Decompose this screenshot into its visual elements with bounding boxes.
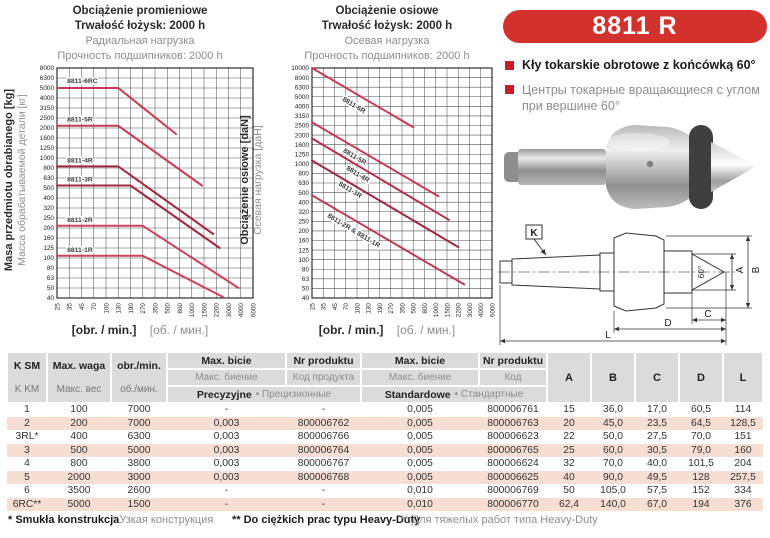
col-header-dim-a: A [547, 352, 591, 403]
table-cell: 27,5 [646, 431, 668, 442]
table-row [7, 417, 763, 431]
table-cell: 100 [70, 404, 88, 415]
table-cell: 400 [70, 431, 88, 442]
table-cell: 2000 [67, 471, 91, 483]
table-cell: 800006768 [297, 471, 350, 483]
chart-title-ru: Прочность подшипников: 2000 h [304, 50, 470, 62]
table-cell: 114 [734, 404, 752, 415]
y-tick-label: 125 [298, 247, 309, 255]
ylabel-pl: Masa przedmiotu obrabianego [kg] [3, 88, 15, 272]
bullet-square-icon [505, 85, 514, 94]
dim-c-label: C [704, 309, 712, 320]
table-cell: 800006763 [487, 417, 539, 429]
table-body [7, 403, 763, 511]
y-tick-label: 5000 [39, 85, 54, 93]
technical-drawing [496, 224, 766, 350]
y-tick-label: 200 [298, 228, 309, 236]
photo-front-ring [689, 125, 713, 209]
x-tick-label: 4000 [238, 303, 246, 318]
table-cell: 22 [563, 431, 575, 442]
ylabel-ru: Осевая нагрузка [даН] [252, 125, 264, 235]
x-tick-label: 4000 [478, 303, 486, 318]
chart-series-label: 8811-4R [344, 165, 371, 185]
table-cell: 6300 [127, 431, 151, 442]
table-cell: 6 [24, 485, 30, 496]
photo-highlight [606, 133, 670, 151]
bullet-item-pl [505, 58, 756, 73]
table-row [7, 444, 763, 458]
table-cell: 376 [734, 498, 752, 510]
x-tick-label: 100 [103, 303, 111, 314]
dim-b-label: B [751, 266, 762, 274]
x-tick-label: 270 [140, 303, 148, 314]
table-cell: 140,0 [600, 498, 626, 510]
chart-title: Trwałość łożysk: 2000 h [74, 20, 206, 32]
x-tick-label: 35 [320, 303, 328, 311]
table-cell: 128 [692, 471, 710, 483]
y-tick-label: 100 [43, 255, 54, 263]
chart-series-label: 8811-6RC [67, 78, 98, 86]
col-header-product-no-standard-pl: Nr produktu [479, 352, 547, 369]
y-tick-label: 50 [46, 285, 54, 293]
y-tick-label: 40 [301, 295, 309, 303]
y-tick-label: 250 [298, 218, 309, 226]
table-cell: 0,003 [213, 431, 240, 442]
footnote-heavyduty-ru: ** Для тяжелых работ типа Heavy-Duty [400, 514, 598, 526]
table-cell: 5 [24, 471, 30, 483]
table-cell: 334 [734, 485, 752, 496]
y-tick-label: 800 [298, 170, 309, 178]
table-cell: 800006766 [297, 431, 350, 442]
table-cell: 49,5 [646, 471, 668, 483]
table-cell: 0,003 [213, 444, 240, 456]
table-cell: 2 [24, 417, 30, 429]
y-tick-label: 2000 [39, 125, 54, 133]
photo-logo-dot [647, 161, 653, 167]
table-cell: 15 [563, 404, 575, 415]
table-cell: 30,5 [646, 444, 668, 456]
table-cell: 0,005 [407, 458, 433, 469]
table-cell: 40,0 [646, 458, 668, 469]
chart-title: Obciążenie promieniowe [72, 5, 208, 17]
chart-series-label: 8811-6R [340, 96, 367, 116]
chart-title-ru: Осевая нагрузка [344, 35, 430, 47]
table-cell: 57,5 [646, 485, 668, 496]
x-tick-label: 70 [91, 303, 99, 311]
table-cell: 800006767 [297, 458, 350, 469]
x-tick-label: 190 [127, 303, 135, 314]
product-photo [498, 116, 762, 220]
y-tick-label: 63 [301, 276, 309, 284]
y-tick-label: 160 [43, 235, 54, 243]
chart-series-label: 8811-2R [67, 216, 93, 224]
y-tick-label: 400 [43, 195, 54, 203]
table-cell: 152 [692, 485, 710, 496]
y-tick-label: 1600 [294, 141, 309, 149]
x-tick-label: 3000 [466, 303, 474, 318]
table-cell: 79,0 [690, 444, 712, 456]
x-tick-label: 6000 [250, 303, 257, 318]
chart-series-line [312, 195, 464, 284]
table-cell: 50,0 [602, 431, 624, 442]
table-cell: 5000 [127, 444, 151, 456]
table-cell: 3500 [67, 485, 91, 496]
chart-series-label: 8811-3R [337, 180, 363, 200]
xcaption-pl: [obr. / min.] [71, 323, 137, 337]
radial-load-chart [23, 64, 257, 352]
x-tick-label: 800 [421, 303, 429, 314]
table-cell: 0,005 [407, 431, 433, 442]
y-tick-label: 8000 [39, 65, 54, 73]
y-tick-label: 125 [43, 245, 54, 253]
table-cell: 70,0 [602, 458, 624, 469]
table-cell: 6RC** [12, 498, 42, 510]
y-tick-label: 4000 [294, 103, 309, 111]
x-tick-label: 35 [66, 303, 74, 311]
table-cell: 0,010 [407, 485, 433, 496]
table-cell: 151 [734, 431, 752, 442]
y-tick-label: 1000 [39, 155, 54, 163]
bullet-square-icon [505, 61, 514, 70]
y-tick-label: 1250 [294, 151, 309, 159]
y-tick-label: 3150 [39, 105, 54, 113]
table-cell: 800006769 [487, 485, 539, 496]
footnote-heavyduty-pl: ** Do ciężkich prac typu Heavy-Duty [232, 514, 421, 526]
table-cell: 257,5 [730, 471, 756, 483]
table-cell: 800006623 [487, 431, 539, 442]
y-tick-label: 250 [43, 215, 54, 223]
table-cell: 1500 [127, 498, 151, 510]
table-cell: 3 [24, 444, 30, 456]
x-tick-label: 190 [376, 303, 384, 314]
col-header-runout-precision-ru: Макс. биение [167, 369, 286, 386]
table-cell: 7000 [127, 404, 151, 415]
chart-series-line [312, 122, 438, 196]
axial-load-chart [278, 64, 496, 352]
xcaption-pl: [obr. / min.] [318, 323, 384, 337]
table-cell: 23,5 [646, 417, 668, 429]
col-header-product-no-standard-ru: Код [479, 369, 547, 386]
col-header-product-no-precision-ru: Код продукта [286, 369, 361, 386]
table-cell: 3RL* [15, 431, 39, 442]
col-header-rpm: obr./min. об./мин. [111, 352, 167, 403]
x-tick-label: 2200 [455, 303, 463, 318]
chart-series-label: 8811-3R [67, 176, 93, 184]
chart-title-ru: Радиальная нагрузка [85, 35, 195, 47]
x-tick-label: 500 [410, 303, 418, 314]
table-header [7, 352, 763, 403]
table-cell: 160 [734, 444, 752, 456]
k-label: K [530, 228, 538, 239]
x-tick-label: 500 [164, 303, 172, 314]
y-tick-label: 1600 [39, 135, 54, 143]
bullet-text-pl: Kły tokarskie obrotowe z końcówką 60° [522, 58, 756, 72]
table-cell: 62,4 [558, 498, 580, 510]
table-cell: 0,003 [213, 471, 240, 483]
radial-chart-xcaption [23, 323, 257, 337]
table-cell: 50 [563, 485, 575, 496]
chart-title-ru: Прочность подшипников: 2000 h [57, 50, 223, 62]
table-cell: 40 [563, 471, 575, 483]
table-cell: 3000 [127, 471, 151, 483]
table-cell: - [321, 404, 326, 415]
col-header-max-weight: Max. waga Макс. вес [47, 352, 111, 403]
table-cell: 0,003 [213, 417, 240, 429]
y-tick-label: 100 [298, 256, 309, 264]
table-cell: 800006765 [487, 444, 539, 456]
footnote-slim-pl: * Smukła konstrukcja [8, 514, 120, 526]
group-header-standard: Standardowe • Стандартные [361, 386, 547, 403]
product-model-badge: 8811 R [503, 10, 767, 43]
table-cell: 105,0 [600, 485, 626, 496]
x-tick-label: 350 [399, 303, 407, 314]
table-cell: 60,0 [602, 444, 624, 456]
x-tick-label: 6000 [489, 303, 496, 318]
table-cell: - [224, 404, 229, 415]
col-header-runout-precision-pl: Max. bicie [167, 352, 286, 369]
x-tick-label: 1000 [189, 303, 197, 318]
y-tick-label: 2500 [294, 122, 309, 130]
photo-shank [518, 149, 606, 185]
table-cell: 60,5 [690, 404, 712, 415]
ylabel-ru: Масса обрабатываемой детали [кг] [16, 94, 28, 266]
x-tick-label: 100 [354, 303, 362, 314]
table-cell: 800006770 [487, 498, 539, 510]
table-cell: 194 [692, 498, 710, 510]
col-header-runout-standard-pl: Max. bicie [361, 352, 479, 369]
table-cell: 25 [563, 444, 575, 456]
table-cell: 45,0 [602, 417, 624, 429]
y-tick-label: 8000 [294, 74, 309, 82]
x-tick-label: 45 [331, 303, 339, 311]
chart-series-line [57, 226, 239, 288]
table-row [7, 498, 763, 512]
table-cell: 101,5 [688, 458, 714, 469]
axial-chart-titles [278, 4, 496, 64]
ylabel-pl: Obciążenie osiowe [daN] [239, 115, 251, 245]
y-tick-label: 630 [43, 175, 54, 183]
table-cell: 0,005 [407, 404, 433, 415]
table-cell: 4 [24, 458, 30, 469]
col-header-dim-c: C [635, 352, 679, 403]
y-tick-label: 40 [46, 295, 54, 303]
chart-series-label: 8811-1R [67, 247, 93, 255]
y-tick-label: 2000 [294, 132, 309, 140]
table-cell: 36,0 [602, 404, 624, 415]
x-tick-label: 130 [365, 303, 373, 314]
y-tick-label: 6300 [39, 75, 54, 83]
table-cell: 0,005 [407, 417, 433, 429]
table-cell: 0,010 [407, 498, 433, 510]
table-cell: 800006762 [297, 417, 350, 429]
y-tick-label: 63 [46, 275, 54, 283]
table-cell: 800006764 [297, 444, 350, 456]
table-cell: - [224, 485, 229, 496]
col-header-runout-standard-ru: Макс. биение [361, 369, 479, 386]
y-tick-label: 500 [43, 185, 54, 193]
radial-chart-titles [23, 4, 257, 64]
table-cell: 32 [563, 458, 575, 469]
col-header-taper: K SM K KM [7, 352, 47, 403]
chart-title: Obciążenie osiowe [335, 5, 439, 17]
y-tick-label: 800 [43, 165, 54, 173]
dim-d-label: D [664, 318, 672, 329]
col-header-product-no-precision-pl: Nr produktu [286, 352, 361, 369]
y-tick-label: 160 [298, 237, 309, 245]
x-tick-label: 350 [152, 303, 160, 314]
y-tick-label: 1250 [39, 145, 54, 153]
col-header-dim-l: L [723, 352, 763, 403]
photo-tip-cone [711, 142, 757, 192]
col-header-dim-d: D [679, 352, 723, 403]
table-cell: 800006625 [487, 471, 539, 483]
table-cell: 800 [70, 458, 88, 469]
table-cell: 90,0 [602, 471, 624, 483]
xcaption-ru: [об. / мин.] [149, 323, 209, 337]
table-row [7, 457, 763, 471]
table-cell: - [321, 485, 326, 496]
x-tick-label: 1500 [201, 303, 209, 318]
chart-series-label: 8811-5R [341, 147, 368, 167]
x-tick-label: 70 [343, 303, 351, 311]
x-tick-label: 270 [388, 303, 396, 314]
table-row [7, 403, 763, 417]
chart-series-line [312, 68, 413, 127]
table-cell: 67,0 [646, 498, 668, 510]
table-cell: - [321, 498, 326, 510]
chart-series-line [57, 88, 176, 134]
table-cell: 64,5 [690, 417, 712, 429]
chart-title: Trwałość łożysk: 2000 h [321, 20, 453, 32]
x-tick-label: 25 [54, 303, 62, 311]
table-cell: 2600 [127, 485, 151, 496]
table-cell: 800006761 [487, 404, 539, 415]
y-tick-label: 320 [43, 205, 54, 213]
table-cell: 500 [70, 444, 88, 456]
bullet-text-ru: Центры токарные вращающиеся с углом при вершине 60° [522, 83, 760, 113]
table-cell: 0,005 [407, 471, 433, 483]
y-tick-label: 320 [298, 208, 309, 216]
y-tick-label: 5000 [294, 93, 309, 101]
x-tick-label: 1000 [433, 303, 441, 318]
dim-a-label: A [735, 266, 746, 274]
table-row [7, 471, 763, 485]
table-cell: 70,0 [690, 431, 712, 442]
x-tick-label: 2200 [213, 303, 221, 318]
y-tick-label: 2500 [39, 115, 54, 123]
y-tick-label: 4000 [39, 95, 54, 103]
y-tick-label: 50 [301, 285, 309, 293]
y-tick-label: 6300 [294, 84, 309, 92]
k-leader [534, 239, 546, 255]
chart-series-label: 8811-5R [67, 116, 93, 124]
y-tick-label: 630 [298, 180, 309, 188]
y-tick-label: 500 [298, 189, 309, 197]
col-header-dim-b: B [591, 352, 635, 403]
table-cell: 0,003 [213, 458, 240, 469]
xcaption-ru: [об. / мин.] [396, 323, 456, 337]
y-tick-label: 200 [43, 225, 54, 233]
axial-chart-ylabel [238, 30, 266, 330]
table-cell: 5000 [67, 498, 91, 510]
table-cell: - [224, 498, 229, 510]
dim-l-label: L [605, 330, 611, 341]
chart-series-label: 8811-2R & 8811-1R [325, 212, 382, 250]
angle-label: 60° [696, 265, 706, 279]
table-cell: 20 [563, 417, 575, 429]
table-cell: 0,005 [407, 444, 433, 456]
table-cell: 128,5 [730, 417, 756, 429]
x-tick-label: 130 [115, 303, 123, 314]
spec-table [7, 352, 763, 511]
y-tick-label: 400 [298, 199, 309, 207]
x-tick-label: 25 [309, 303, 317, 311]
table-cell: 3800 [127, 458, 151, 469]
table-row [7, 430, 763, 444]
y-tick-label: 80 [46, 265, 54, 273]
chart-series-label: 8811-4R [67, 157, 93, 165]
x-tick-label: 3000 [225, 303, 233, 318]
axial-chart-xcaption [278, 323, 496, 337]
y-tick-label: 80 [301, 266, 309, 274]
footnote-slim-ru: * Узкая конструкция [112, 514, 214, 526]
y-tick-label: 3150 [294, 113, 309, 121]
table-cell: 204 [734, 458, 752, 469]
x-tick-label: 45 [78, 303, 86, 311]
table-cell: 1 [24, 404, 30, 415]
x-tick-label: 800 [176, 303, 184, 314]
table-cell: 200 [70, 417, 88, 429]
bullet-item-ru [505, 82, 766, 114]
y-tick-label: 1000 [294, 161, 309, 169]
table-cell: 800006624 [487, 458, 539, 469]
y-tick-label: 10000 [291, 65, 309, 73]
table-cell: 17,0 [646, 404, 668, 415]
table-row [7, 484, 763, 498]
group-header-precision: Precyzyjne • Прецизионные [167, 386, 361, 403]
x-tick-label: 1500 [444, 303, 452, 318]
table-cell: 7000 [127, 417, 151, 429]
